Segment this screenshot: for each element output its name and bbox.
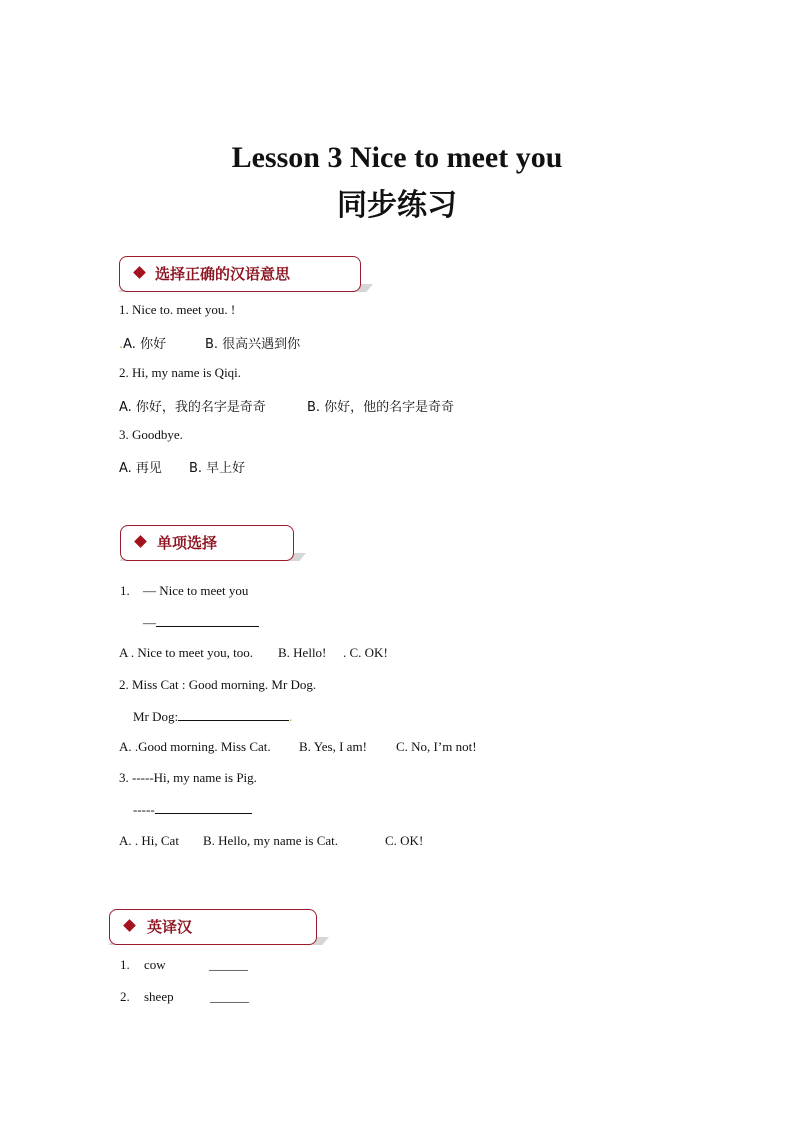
option-2-2-b: B. Yes, I am! xyxy=(299,739,367,754)
answer-blank[interactable] xyxy=(178,708,289,721)
answer-blank[interactable] xyxy=(156,614,259,627)
section-header-label: 单项选择 xyxy=(157,534,218,552)
vocab-2-word: sheep xyxy=(144,989,174,1004)
answer-line-2-3: ----- xyxy=(133,801,252,818)
question-1-1: 1. Nice to. meet you. ! xyxy=(119,302,236,317)
question-1-3: 3. Goodbye. xyxy=(119,427,183,442)
option-2-3-c: C. OK! xyxy=(385,833,424,848)
vocab-2-number: 2. xyxy=(120,989,130,1004)
page-subtitle: 同步练习 xyxy=(337,188,457,223)
option-1-2-a: A. 你好，我的名字是奇奇 xyxy=(119,400,266,415)
option-2-3-a: A. . Hi, Cat xyxy=(119,833,179,848)
question-2-1: — Nice to meet you xyxy=(143,583,249,598)
answer-line-2-1: — xyxy=(143,614,259,631)
option-1-3-a: A. 再见 xyxy=(119,461,162,476)
section-header-label: 选择正确的汉语意思 xyxy=(155,265,291,283)
option-2-3-b: B. Hello, my name is Cat. xyxy=(203,833,339,848)
option-2-2-a: A. .Good morning. Miss Cat. xyxy=(119,739,271,754)
question-2-3: 3. -----Hi, my name is Pig. xyxy=(119,770,257,785)
answer-line-2-2: Mr Dog: . xyxy=(133,709,293,724)
vocab-1-number: 1. xyxy=(120,957,130,972)
question-1-2: 2. Hi, my name is Qiqi. xyxy=(119,365,242,380)
option-1-3-b: B. 早上好 xyxy=(189,461,246,476)
option-2-1-b: B. Hello! xyxy=(278,645,327,660)
page-title: Lesson 3 Nice to meet you xyxy=(231,141,563,174)
vocab-2-blank[interactable]: ______ xyxy=(210,989,249,1004)
option-2-1-a: A . Nice to meet you, too. xyxy=(119,645,253,660)
answer-blank[interactable] xyxy=(155,801,252,814)
section-header-label: 英译汉 xyxy=(147,918,193,936)
option-1-1-a: .A. 你好 xyxy=(119,337,167,352)
vocab-1-blank[interactable]: ______ xyxy=(209,957,248,972)
option-2-2-c: C. No, I’m not! xyxy=(396,739,477,754)
section-header-box xyxy=(109,909,317,945)
question-2-2: 2. Miss Cat : Good morning. Mr Dog. xyxy=(119,677,317,692)
question-2-1-number: 1. xyxy=(120,583,130,598)
vocab-1-word: cow xyxy=(144,957,166,972)
option-1-2-b: B. 你好，他的名字是奇奇 xyxy=(307,400,455,415)
option-2-1-c: . C. OK! xyxy=(343,645,388,660)
option-1-1-b: B. 很高兴遇到你 xyxy=(205,337,301,352)
